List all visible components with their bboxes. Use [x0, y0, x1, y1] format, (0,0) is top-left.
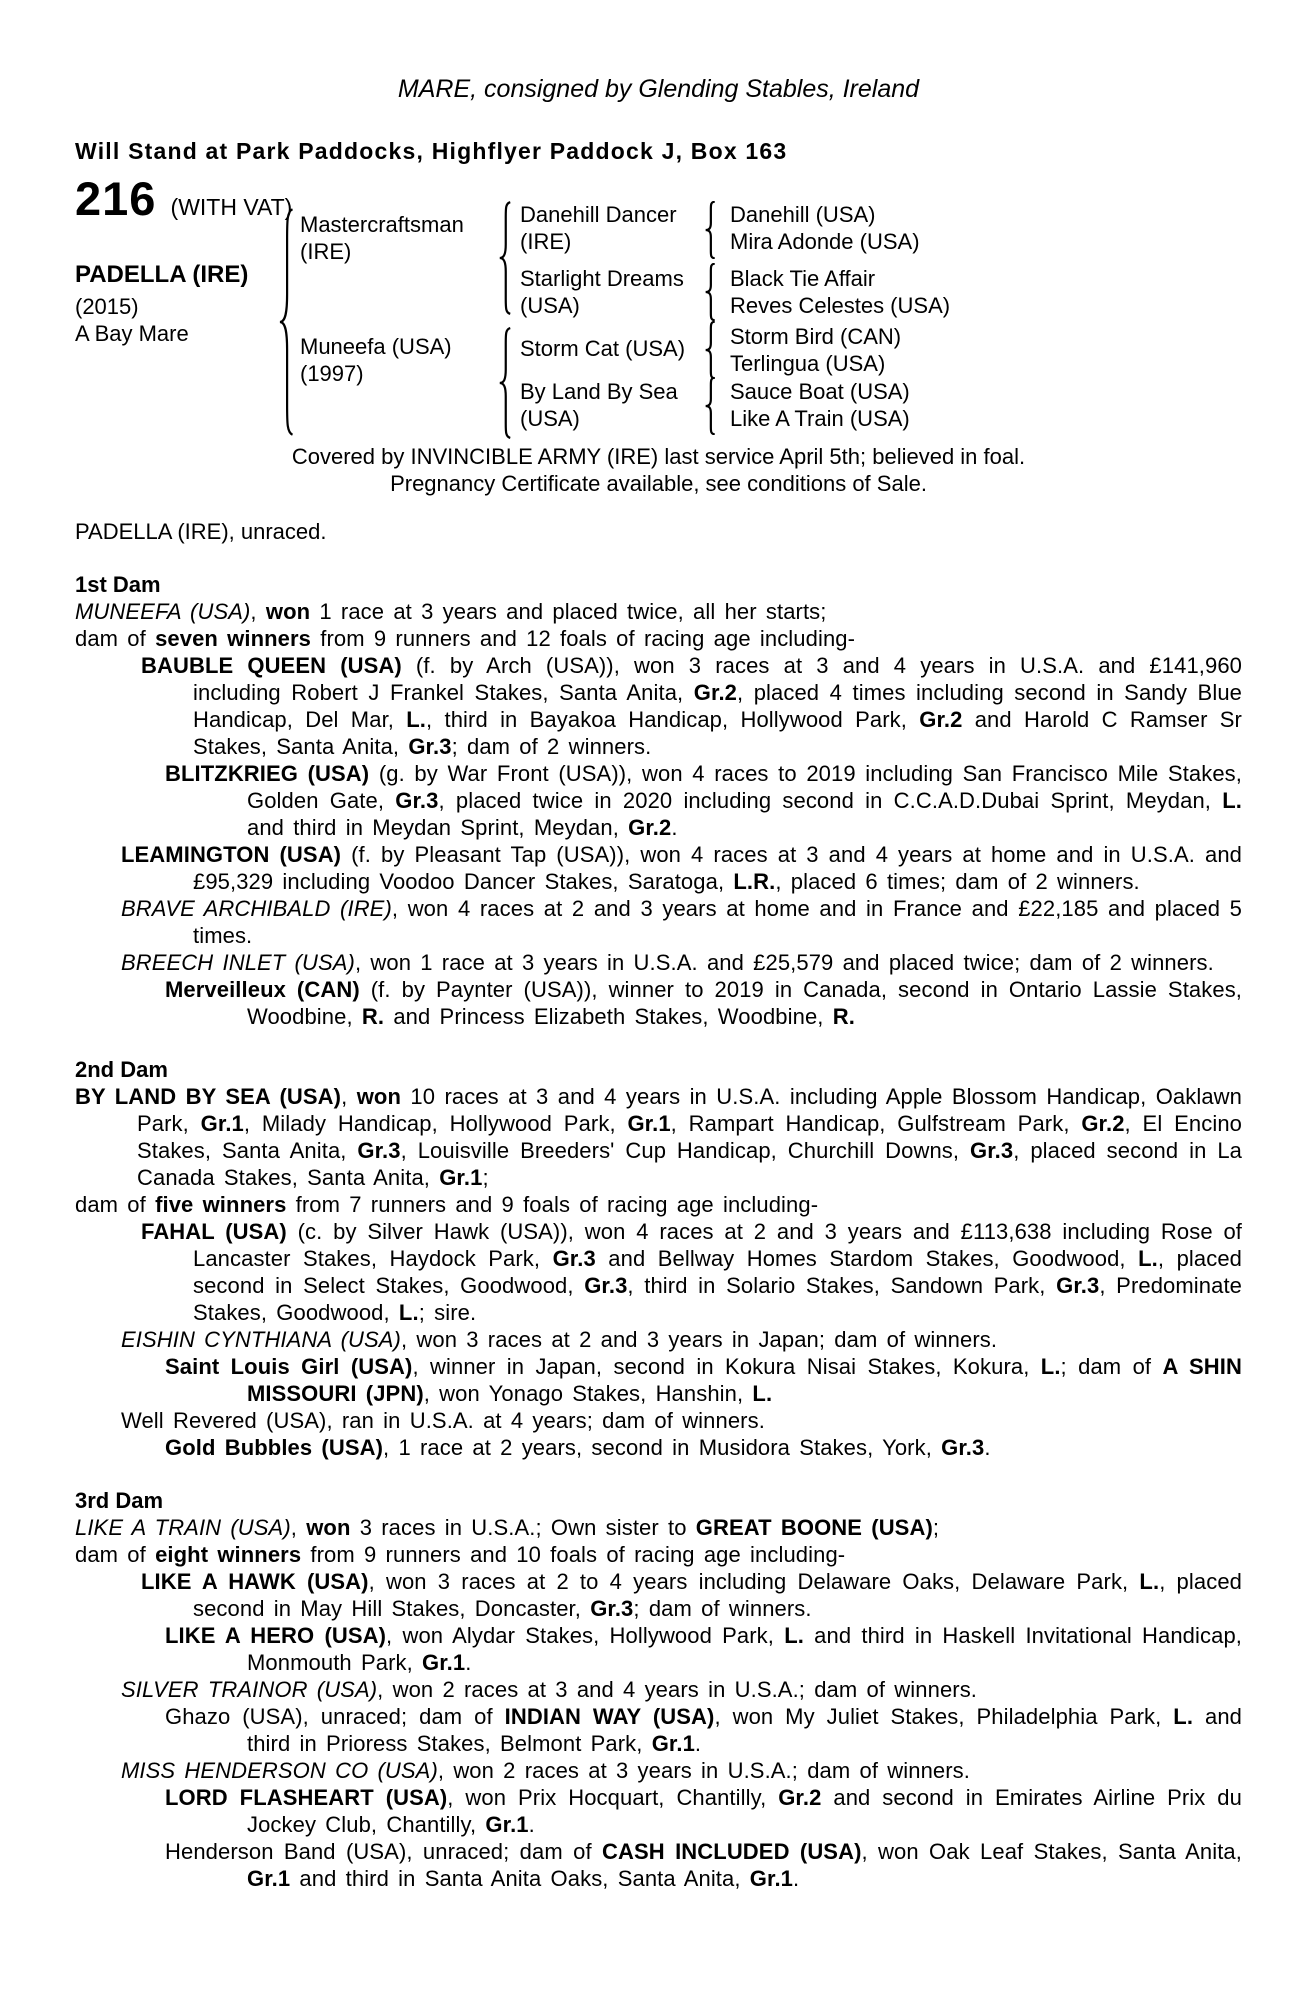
text-segment: MISS HENDERSON CO (USA) [121, 1758, 438, 1783]
lot-header [75, 172, 293, 225]
text-segment: BAUBLE QUEEN (USA) [141, 653, 402, 678]
covering-note-line1: Covered by INVINCIBLE ARMY (IRE) last service April 5th; believed in foal. [291, 444, 1026, 469]
lot-number: 216 [75, 172, 157, 225]
text-segment: SILVER TRAINOR (USA) [121, 1677, 378, 1702]
text-segment: Gr.3 [357, 1138, 401, 1163]
text-segment: ; dam of [1060, 1354, 1163, 1379]
text-segment: , placed second in Select Stakes, Goodwood, [193, 1246, 1242, 1298]
text-segment: from 7 runners and 9 foals of racing age including- [286, 1192, 819, 1217]
text-segment: won [265, 599, 311, 624]
produce-paragraph [75, 1541, 1242, 1568]
text-segment: L. [398, 1300, 419, 1325]
text-segment: (f. by Arch (USA)), won 3 races at 3 and 4 years in U.S.A. and £141,960 including Robert J Frankel Stakes, Santa Anita, [193, 653, 1242, 705]
produce-paragraph [75, 625, 1242, 652]
text-segment: Gr.3 [970, 1138, 1014, 1163]
produce-paragraph [75, 1514, 1242, 1541]
produce-paragraph [75, 1838, 1242, 1892]
text-segment: , 1 race at 2 years, second in Musidora Stakes, York, [383, 1435, 942, 1460]
text-segment: Gr.2 [919, 707, 963, 732]
text-segment: Gr.3 [408, 734, 452, 759]
pedigree-table [75, 172, 1242, 439]
paternal-granddam-name: Starlight Dreams [520, 266, 684, 291]
vat-note: (WITH VAT) [170, 194, 293, 220]
dam-suffix: (1997) [300, 361, 364, 386]
text-segment: won [356, 1084, 401, 1109]
text-segment: BLITZKRIEG (USA) [165, 761, 370, 786]
text-segment: Gr.3 [1056, 1273, 1100, 1298]
text-segment: and Princess Elizabeth Stakes, Woodbine, [384, 1004, 833, 1029]
text-segment: L. [1173, 1704, 1194, 1729]
text-segment: and third in Haskell Invitational Handicap, Monmouth Park, [247, 1623, 1242, 1675]
text-segment: Saint Louis Girl (USA) [165, 1354, 413, 1379]
paternal-grandsire-name: Danehill Dancer [520, 202, 677, 227]
produce-paragraph [75, 1757, 1242, 1784]
text-segment: , Predominate Stakes, Goodwood, [193, 1273, 1243, 1325]
brace-icon [705, 377, 718, 435]
sire-name: Mastercraftsman [300, 212, 464, 237]
dam-sections [75, 571, 1242, 1892]
produce-paragraph [75, 1784, 1242, 1838]
text-segment: ; sire. [418, 1300, 477, 1325]
paternal-grandsire-suffix: (IRE) [520, 229, 572, 254]
text-segment: , won Yonago Stakes, Hanshin, [423, 1381, 753, 1406]
text-segment: 1 race at 3 years and placed twice, all her starts; [310, 599, 827, 624]
text-segment: FAHAL (USA) [141, 1219, 287, 1244]
text-segment: , placed 6 times; dam of 2 winners. [775, 869, 1140, 894]
text-segment: A SHIN MISSOURI (JPN) [247, 1354, 1242, 1406]
text-segment: and third in Meydan Sprint, Meydan, [247, 815, 629, 840]
sire [300, 211, 464, 265]
text-segment: Gr.3 [395, 788, 439, 813]
text-segment: Gold Bubbles (USA) [165, 1435, 384, 1460]
text-segment: Gr.3 [552, 1246, 596, 1271]
text-segment: seven winners [155, 626, 312, 651]
text-segment: (c. by Silver Hawk (USA)), won 4 races at 2 and 3 years and £113,638 including Rose of Lancaster Stakes, Haydock Park, [193, 1219, 1242, 1271]
text-segment: and Bellway Homes Stardom Stakes, Goodwood, [595, 1246, 1139, 1271]
text-segment: and second in Emirates Airline Prix du Jockey Club, Chantilly, [247, 1785, 1242, 1837]
text-segment: . [528, 1812, 535, 1837]
brace-icon [705, 201, 718, 259]
produce-paragraph [75, 1434, 1242, 1461]
great-grandparent-7: Sauce Boat (USA) [730, 379, 910, 404]
text-segment: , winner in Japan, second in Kokura Nisai Stakes, Kokura, [412, 1354, 1041, 1379]
dam-heading: 1st Dam [75, 572, 161, 597]
paternal-grandsire [520, 201, 677, 255]
dam-section [75, 1056, 1242, 1461]
text-segment: , El Encino Stakes, Santa Anita, [137, 1111, 1242, 1163]
dam-name: Muneefa (USA) [300, 334, 452, 359]
great-grandparent-3: Black Tie Affair [730, 266, 876, 291]
maternal-grandsire-name: Storm Cat (USA) [520, 336, 686, 361]
text-segment: LIKE A HAWK (USA) [141, 1569, 369, 1594]
text-segment: L. [784, 1623, 804, 1648]
text-segment: , won 2 races at 3 years in U.S.A.; dam of winners. [437, 1758, 970, 1783]
paternal-granddam-suffix: (USA) [520, 293, 580, 318]
great-grandparent-2: Mira Adonde (USA) [730, 229, 920, 254]
text-segment: CASH INCLUDED (USA) [602, 1839, 862, 1864]
text-segment: , won 3 races at 2 and 3 years in Japan; dam of winners. [400, 1327, 998, 1352]
produce-paragraph [75, 1622, 1242, 1676]
produce-paragraph [75, 1676, 1242, 1703]
text-segment: , won Oak Leaf Stakes, Santa Anita, [861, 1839, 1242, 1864]
text-segment: LORD FLASHEART (USA) [165, 1785, 448, 1810]
text-segment: , Rampart Handicap, Gulfstream Park, [670, 1111, 1082, 1136]
text-segment: LIKE A TRAIN (USA) [75, 1515, 291, 1540]
produce-paragraph [75, 1191, 1242, 1218]
great-grandparent-4: Reves Celestes (USA) [730, 293, 951, 318]
dam-section [75, 1487, 1242, 1892]
text-segment: (f. by Paynter (USA)), winner to 2019 in Canada, second in Ontario Lassie Stakes, Woodbine, [247, 977, 1243, 1029]
great-grandparent-6: Terlingua (USA) [730, 351, 886, 376]
brace-icon [499, 327, 514, 439]
produce-paragraph [75, 949, 1242, 976]
dam-section [75, 571, 1242, 1030]
horse-name: PADELLA (IRE) [75, 261, 249, 288]
text-segment: ; [932, 1515, 940, 1540]
text-segment: Gr.3 [584, 1273, 628, 1298]
text-segment: , won 3 races at 2 to 4 years including Delaware Oaks, Delaware Park, [368, 1569, 1140, 1594]
text-segment: Gr.3 [590, 1596, 634, 1621]
text-segment: EISHIN CYNTHIANA (USA) [121, 1327, 401, 1352]
text-segment: Gr.1 [439, 1165, 483, 1190]
text-segment: . [694, 1731, 702, 1756]
text-segment: , placed second in La Canada Stakes, Santa Anita, [137, 1138, 1242, 1190]
text-segment: R. [361, 1004, 385, 1029]
great-grandparent-1: Danehill (USA) [730, 202, 876, 227]
brace-icon [499, 201, 514, 315]
text-segment: , placed 4 times including second in Sandy Blue Handicap, Del Mar, [193, 680, 1242, 732]
text-segment: ; [482, 1165, 489, 1190]
produce-paragraph [75, 598, 1242, 625]
brace-icon [705, 263, 718, 321]
sire-suffix: (IRE) [300, 239, 352, 264]
text-segment: BY LAND BY SEA (USA) [75, 1084, 342, 1109]
maternal-granddam [520, 378, 678, 432]
produce-paragraph [75, 760, 1242, 841]
dam [300, 333, 452, 387]
text-segment: Gr.2 [778, 1785, 822, 1810]
produce-paragraph [75, 1218, 1242, 1326]
maternal-granddam-name: By Land By Sea [520, 379, 678, 404]
text-segment: . [984, 1435, 991, 1460]
text-segment: Gr.1 [485, 1812, 529, 1837]
text-segment: Ghazo (USA), unraced; dam of [165, 1704, 505, 1729]
text-segment: Gr.1 [749, 1866, 793, 1891]
maternal-granddam-suffix: (USA) [520, 406, 580, 431]
covering-note [75, 443, 1242, 497]
text-segment: dam of [75, 1192, 156, 1217]
text-segment: , won 4 races at 2 and 3 years at home and in France and £22,185 and placed 5 times. [193, 896, 1242, 948]
text-segment: Merveilleux (CAN) [165, 977, 360, 1002]
produce-paragraph [75, 1703, 1242, 1757]
stand-location-line: Will Stand at Park Paddocks, Highflyer Paddock J, Box 163 [75, 138, 788, 164]
produce-paragraph [75, 976, 1242, 1030]
produce-paragraph [75, 1326, 1242, 1353]
text-segment: . [671, 815, 678, 840]
text-segment: Gr.1 [627, 1111, 671, 1136]
text-segment: INDIAN WAY (USA) [504, 1704, 715, 1729]
text-segment: from 9 runners and 12 foals of racing age including- [311, 626, 856, 651]
text-segment: Gr.1 [247, 1866, 291, 1891]
produce-paragraph [75, 652, 1242, 760]
text-segment: L. [1139, 1569, 1160, 1594]
text-segment: Gr.2 [628, 815, 672, 840]
text-segment: MUNEEFA (USA) [75, 599, 251, 624]
great-grandparent-8: Like A Train (USA) [730, 406, 910, 431]
text-segment: , third in Solario Stakes, Sandown Park, [627, 1273, 1057, 1298]
text-segment: , placed second in May Hill Stakes, Doncaster, [193, 1569, 1242, 1621]
text-segment: Gr.1 [422, 1650, 466, 1675]
great-grandparent-5: Storm Bird (CAN) [730, 324, 902, 349]
text-segment: , won 1 race at 3 years in U.S.A. and £25,579 and placed twice; dam of 2 winners. [354, 950, 1214, 975]
text-segment: , Milady Handicap, Hollywood Park, [243, 1111, 628, 1136]
text-segment: LEAMINGTON (USA) [121, 842, 342, 867]
dam-heading: 2nd Dam [75, 1057, 168, 1082]
text-segment: , [341, 1084, 357, 1109]
text-segment: Gr.1 [651, 1731, 695, 1756]
text-segment: dam of [75, 1542, 156, 1567]
text-segment: L. [1138, 1246, 1158, 1271]
text-segment: Gr.1 [200, 1111, 244, 1136]
text-segment: Gr.2 [693, 680, 737, 705]
text-segment: GREAT BOONE (USA) [695, 1515, 933, 1540]
text-segment: BRAVE ARCHIBALD (IRE) [121, 896, 392, 921]
text-segment: Gr.3 [941, 1435, 985, 1460]
race-record: PADELLA (IRE), unraced. [75, 519, 327, 544]
produce-paragraph [75, 1083, 1242, 1191]
text-segment: 10 races at 3 and 4 years in U.S.A. including Apple Blossom Handicap, Oaklawn Park, [137, 1084, 1242, 1136]
horse-description: A Bay Mare [75, 321, 189, 346]
text-segment: L. [406, 707, 427, 732]
text-segment: and Harold C Ramser Sr Stakes, Santa Anita, [193, 707, 1242, 759]
text-segment: (f. by Pleasant Tap (USA)), won 4 races at 3 and 4 years at home and in U.S.A. and £95,329 including Voodoo Dancer Stakes, Saratoga, [193, 842, 1242, 894]
produce-paragraph [75, 841, 1242, 895]
produce-paragraph [75, 1568, 1242, 1622]
maternal-grandsire [520, 335, 685, 362]
text-segment: , third in Bayakoa Handicap, Hollywood Park, [426, 707, 920, 732]
text-segment: L. [1040, 1354, 1061, 1379]
text-segment: Gr.2 [1081, 1111, 1125, 1136]
text-segment: R. [832, 1004, 855, 1029]
text-segment: ; dam of winners. [633, 1596, 812, 1621]
text-segment: L.R. [733, 869, 776, 894]
text-segment: Well Revered (USA), ran in U.S.A. at 4 years; dam of winners. [121, 1408, 765, 1433]
text-segment: , Louisville Breeders' Cup Handicap, Churchill Downs, [400, 1138, 971, 1163]
text-segment: from 9 runners and 10 foals of racing age including- [301, 1542, 846, 1567]
text-segment: L. [752, 1381, 773, 1406]
brace-icon [705, 321, 718, 379]
text-segment: LIKE A HERO (USA) [165, 1623, 387, 1648]
text-segment: BREECH INLET (USA) [121, 950, 355, 975]
text-segment: Henderson Band (USA), unraced; dam of [165, 1839, 603, 1864]
produce-paragraph [75, 1407, 1242, 1434]
text-segment: , won 2 races at 3 and 4 years in U.S.A.; dam of winners. [377, 1677, 978, 1702]
paternal-granddam [520, 265, 684, 319]
text-segment: , won Prix Hocquart, Chantilly, [447, 1785, 779, 1810]
text-segment: (g. by War Front (USA)), won 4 races to 2019 including San Francisco Mile Stakes, Golden Gate, [247, 761, 1242, 813]
text-segment: ; dam of 2 winners. [451, 734, 652, 759]
text-segment: , placed twice in 2020 including second in C.C.A.D.Dubai Sprint, Meydan, [438, 788, 1223, 813]
brace-icon [279, 207, 297, 437]
text-segment: and third in Prioress Stakes, Belmont Park, [247, 1704, 1242, 1756]
text-segment: dam of [75, 626, 156, 651]
text-segment: , [290, 1515, 307, 1540]
text-segment: 3 races in U.S.A.; Own sister to [350, 1515, 696, 1540]
text-segment: . [465, 1650, 472, 1675]
text-segment: eight winners [155, 1542, 302, 1567]
horse-foaling-year: (2015) [75, 294, 139, 319]
covering-note-line2: Pregnancy Certificate available, see conditions of Sale. [390, 471, 927, 496]
text-segment: five winners [155, 1192, 287, 1217]
consignor-line: MARE, consigned by Glending Stables, Ireland [397, 75, 920, 103]
text-segment: , [250, 599, 266, 624]
text-segment: and third in Santa Anita Oaks, Santa Anita, [290, 1866, 750, 1891]
text-segment: . [793, 1866, 800, 1891]
produce-paragraph [75, 895, 1242, 949]
produce-paragraph [75, 1353, 1242, 1407]
text-segment: , won My Juliet Stakes, Philadelphia Park, [714, 1704, 1174, 1729]
text-segment: L. [1222, 788, 1242, 813]
text-segment: , won Alydar Stakes, Hollywood Park, [386, 1623, 785, 1648]
text-segment: won [306, 1515, 351, 1540]
dam-heading: 3rd Dam [75, 1488, 164, 1513]
